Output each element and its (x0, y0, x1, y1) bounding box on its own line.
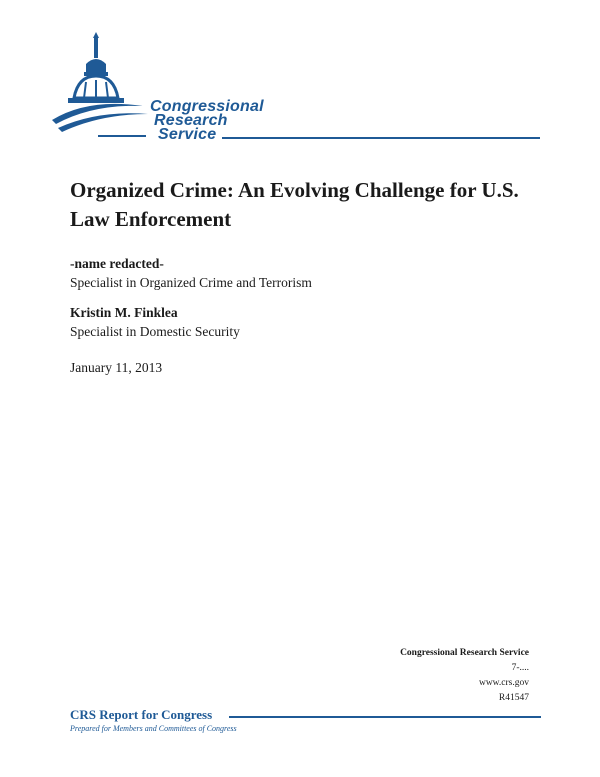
crs-logo-text (150, 100, 264, 142)
report-date: January 11, 2013 (70, 360, 163, 375)
author-role: Specialist in Domestic Security (70, 324, 240, 339)
footer-subtitle: Prepared for Members and Committees of Congress (70, 724, 237, 733)
footer-rule (229, 716, 541, 718)
contact-website[interactable]: www.crs.gov (478, 678, 529, 688)
contact-org: Congressional Research Service (400, 648, 529, 658)
author-name: -name redacted- (70, 256, 164, 271)
logo-line-service: Service (158, 126, 217, 143)
author-role: Specialist in Organized Crime and Terrorism (70, 275, 312, 290)
report-title: Organized Crime: An Evolving Challenge for U.S. Law Enforcement (70, 178, 519, 231)
header-rule (222, 137, 540, 139)
logo-line-research: Research (154, 112, 228, 129)
report-number: R41547 (498, 693, 529, 703)
footer-title: CRS Report for Congress (70, 707, 213, 722)
logo-line-congressional: Congressional (150, 98, 264, 115)
crs-logo (48, 28, 548, 148)
author-name: Kristin M. Finklea (70, 305, 178, 320)
contact-block (400, 646, 529, 706)
contact-phone: 7-.... (511, 663, 529, 673)
